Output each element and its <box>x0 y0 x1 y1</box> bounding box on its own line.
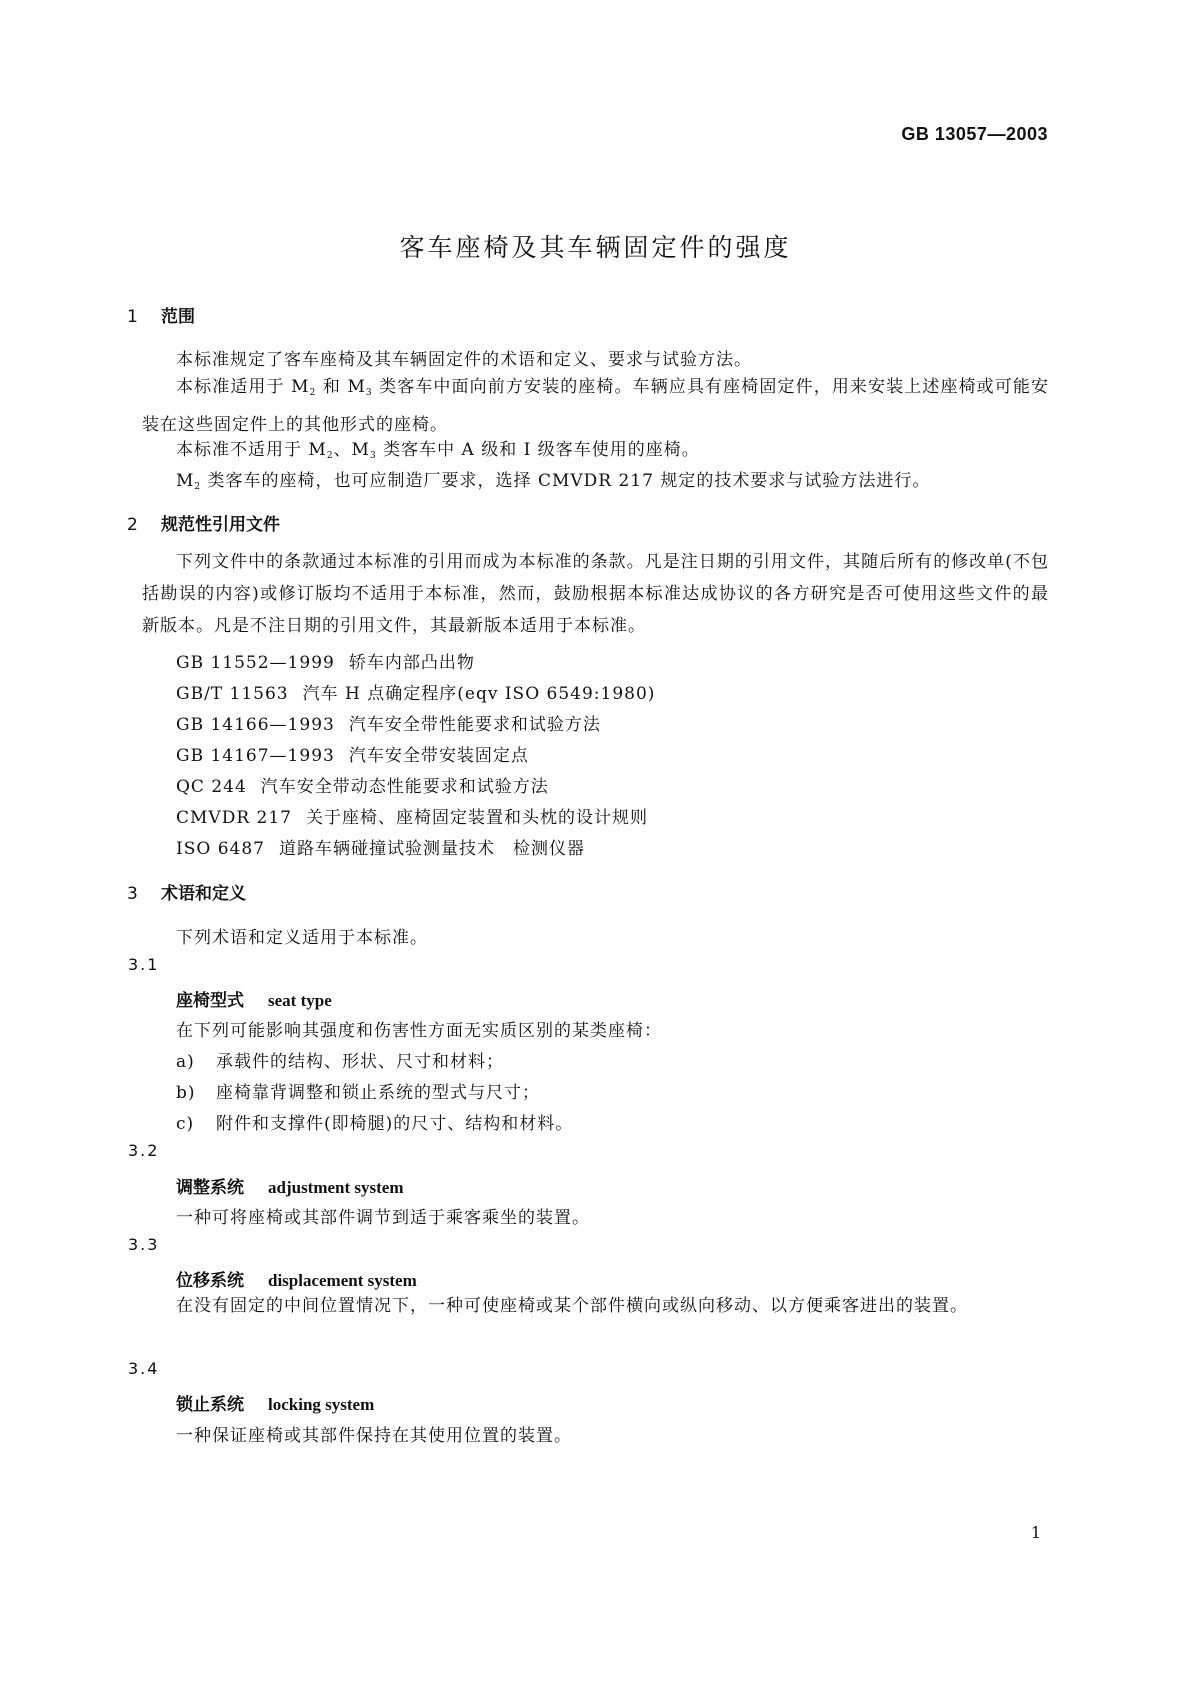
section-heading-3 <box>127 879 246 904</box>
term-zh: 锁止系统 <box>176 1395 244 1415</box>
reference-item <box>176 772 549 797</box>
term-zh: 调整系统 <box>176 1178 244 1198</box>
section-title: 规范性引用文件 <box>161 515 280 535</box>
reference-item <box>176 710 601 735</box>
section-number: 3 <box>127 884 138 904</box>
scope-paragraph-4: $M_2$ 类客车的座椅，也可应制造厂要求，选择 CMVDR 217 规定的技术要求与试验方法进行。 <box>176 471 931 492</box>
term-zh: 座椅型式 <box>176 991 244 1011</box>
terms-intro: 下列术语和定义适用于本标准。 <box>176 928 428 948</box>
reference-item <box>176 834 585 859</box>
clause-number: 3.2 <box>128 1141 160 1160</box>
section-number: 1 <box>127 307 138 327</box>
standard-number: GB 13057—2003 <box>901 124 1048 144</box>
term-heading <box>176 1173 404 1198</box>
term-definition: 一种可将座椅或其部件调节到适于乘客乘坐的装置。 <box>176 1208 590 1228</box>
page-number: 1 <box>1030 1523 1041 1542</box>
term-heading <box>176 986 332 1011</box>
scope-paragraph-1: 本标准规定了客车座椅及其车辆固定件的术语和定义、要求与试验方法。 <box>176 350 752 370</box>
reference-code: GB 14166—1993 <box>176 715 335 735</box>
list-text: 承载件的结构、形状、尺寸和材料； <box>216 1052 504 1072</box>
term-en: adjustment system <box>268 1178 404 1197</box>
clause-number: 3.4 <box>128 1359 160 1378</box>
list-item <box>176 1109 573 1134</box>
list-text: 座椅靠背调整和锁止系统的型式与尺寸； <box>216 1083 540 1103</box>
scope-paragraph-3: 本标准不适用于 $M_2$、$M_3$ 类客车中 A 级和 I 级客车使用的座椅。 <box>176 440 700 461</box>
reference-title: 道路车辆碰撞试验测量技术 检测仪器 <box>278 839 585 859</box>
reference-title: 关于座椅、座椅固定装置和头枕的设计规则 <box>305 808 648 828</box>
scope-paragraph-2: 本标准适用于 $M_2$ 和 $M_3$ 类客车中面向前方安装的座椅。车辆应具有座椅固定件，用来安装上述座椅或可能安装在这些固定件上的其他形式的座椅。 <box>142 377 1050 435</box>
reference-item <box>176 648 475 673</box>
term-en: locking system <box>268 1395 375 1414</box>
reference-code: QC 244 <box>176 777 247 797</box>
section-heading-1 <box>127 302 195 327</box>
term-definition: 在下列可能影响其强度和伤害性方面无实质区别的某类座椅： <box>176 1021 662 1041</box>
document-title: 客车座椅及其车辆固定件的强度 <box>399 233 792 262</box>
section-heading-2 <box>127 510 280 535</box>
reference-code: GB 11552—1999 <box>176 653 335 673</box>
list-label: b) <box>176 1083 196 1103</box>
reference-item <box>176 679 655 704</box>
term-zh: 位移系统 <box>176 1271 244 1291</box>
section-title: 术语和定义 <box>161 884 246 904</box>
reference-code: ISO 6487 <box>176 839 265 859</box>
term-heading <box>176 1266 417 1291</box>
reference-title: 汽车安全带安装固定点 <box>348 746 529 766</box>
list-item <box>176 1047 504 1072</box>
references-intro: 下列文件中的条款通过本标准的引用而成为本标准的条款。凡是注日期的引用文件，其随后所有的修改单(不包括勘误的内容)或修订版均不适用于本标准，然而，鼓励根据本标准达成协议的各方研究是否可使用这些文件的最新版本。凡是不注日期的引用文件，其最新版本适用于本标准。 <box>142 552 1049 636</box>
term-en: seat type <box>268 991 332 1010</box>
reference-item <box>176 741 529 766</box>
list-text: 附件和支撑件(即椅腿)的尺寸、结构和材料。 <box>216 1114 574 1134</box>
section-number: 2 <box>127 515 138 535</box>
list-label: a) <box>176 1052 195 1072</box>
list-label: c) <box>176 1114 195 1134</box>
term-heading <box>176 1390 374 1415</box>
reference-title: 汽车 H 点确定程序(eqv ISO 6549:1980) <box>302 684 656 704</box>
reference-code: GB 14167—1993 <box>176 746 335 766</box>
clause-number: 3.1 <box>128 955 160 974</box>
reference-code: CMVDR 217 <box>176 808 292 828</box>
reference-title: 轿车内部凸出物 <box>348 653 475 673</box>
reference-code: GB/T 11563 <box>176 684 289 704</box>
term-en: displacement system <box>268 1271 417 1290</box>
term-definition: 在没有固定的中间位置情况下，一种可使座椅或某个部件横向或纵向移动、以方便乘客进出的装置。 <box>176 1296 968 1316</box>
reference-title: 汽车安全带性能要求和试验方法 <box>348 715 601 735</box>
reference-title: 汽车安全带动态性能要求和试验方法 <box>260 777 549 797</box>
section-title: 范围 <box>161 307 195 327</box>
term-definition: 一种保证座椅或其部件保持在其使用位置的装置。 <box>176 1426 572 1446</box>
list-item <box>176 1078 540 1103</box>
reference-item <box>176 803 648 828</box>
clause-number: 3.3 <box>128 1235 160 1254</box>
